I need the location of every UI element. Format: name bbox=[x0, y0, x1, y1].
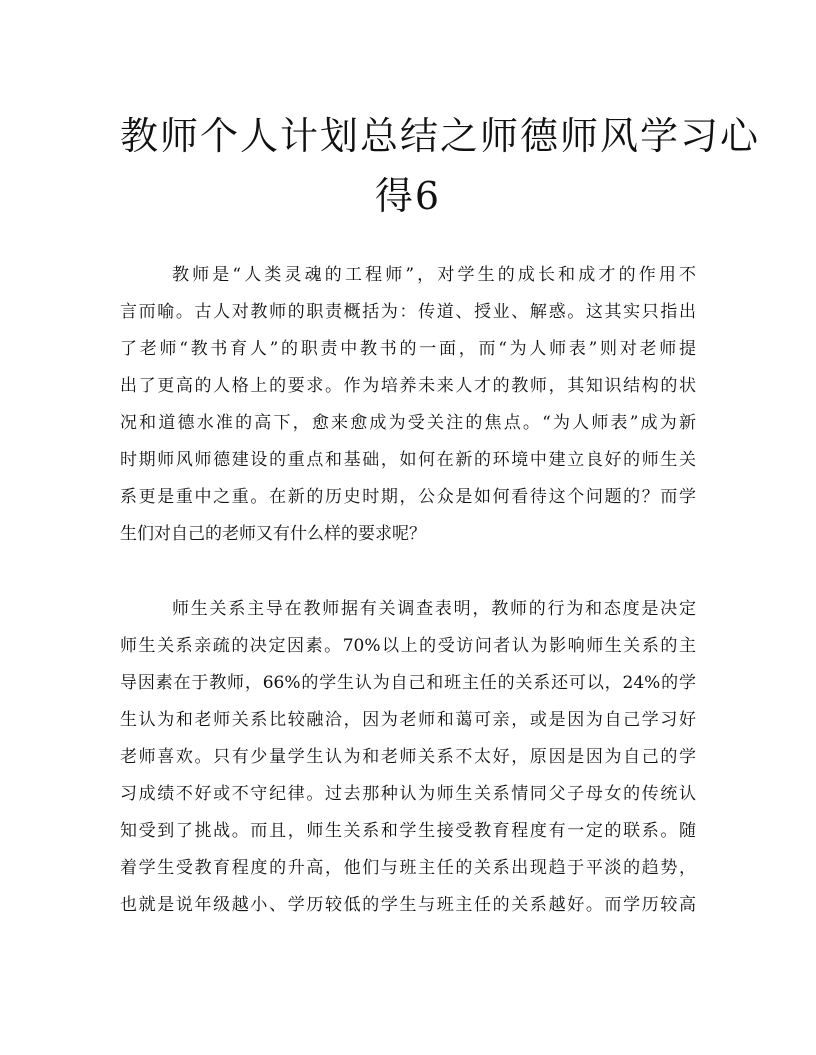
paragraph-line: 况和道德水准的高下，愈来愈成为受关注的焦点。“为人师表”成为新 bbox=[120, 413, 696, 433]
paragraph-line: 师生关系主导在教师据有关调查表明，教师的行为和态度是决定 bbox=[172, 599, 696, 619]
paragraph-line: 也就是说年级越小、学历较低的学生与班主任的关系越好。而学历较高 bbox=[120, 895, 696, 915]
paragraph-line: 生们对自己的老师又有什么样的要求呢？ bbox=[120, 524, 426, 544]
document-title-line-1: 教师个人计划总结之师德师风学习心 bbox=[120, 114, 761, 158]
paragraph-line: 师生关系亲疏的决定因素。70%以上的受访问者认为影响师生关系的主 bbox=[120, 636, 696, 656]
paragraph-line: 出了更高的人格上的要求。作为培养未来人才的教师，其知识结构的状 bbox=[120, 376, 696, 396]
paragraph-line: 言而喻。古人对教师的职责概括为：传道、授业、解惑。这其实只指出 bbox=[120, 302, 696, 322]
paragraph-line: 了老师“教书育人”的职责中教书的一面，而“为人师表”则对老师提 bbox=[120, 339, 696, 359]
document-title-line-2: 得6 bbox=[374, 174, 442, 218]
paragraph-line: 系更是重中之重。在新的历史时期，公众是如何看待这个问题的？而学 bbox=[120, 487, 696, 507]
paragraph-line: 教师是“人类灵魂的工程师”，对学生的成长和成才的作用不 bbox=[172, 265, 696, 285]
paragraph-line: 习成绩不好或不守纪律。过去那种认为师生关系情同父子母女的传统认 bbox=[120, 784, 696, 804]
paragraph-line: 老师喜欢。只有少量学生认为和老师关系不太好，原因是因为自己的学 bbox=[120, 747, 696, 767]
paragraph-line: 生认为和老师关系比较融洽，因为老师和蔼可亲，或是因为自己学习好 bbox=[120, 710, 696, 730]
paragraph-line: 着学生受教育程度的升高，他们与班主任的关系出现趋于平淡的趋势， bbox=[120, 858, 696, 878]
paragraph-line: 知受到了挑战。而且，师生关系和学生接受教育程度有一定的联系。随 bbox=[120, 821, 696, 841]
paragraph-line: 时期师风师德建设的重点和基础，如何在新的环境中建立良好的师生关 bbox=[120, 450, 696, 470]
paragraph-line: 导因素在于教师，66%的学生认为自己和班主任的关系还可以，24%的学 bbox=[120, 673, 696, 693]
